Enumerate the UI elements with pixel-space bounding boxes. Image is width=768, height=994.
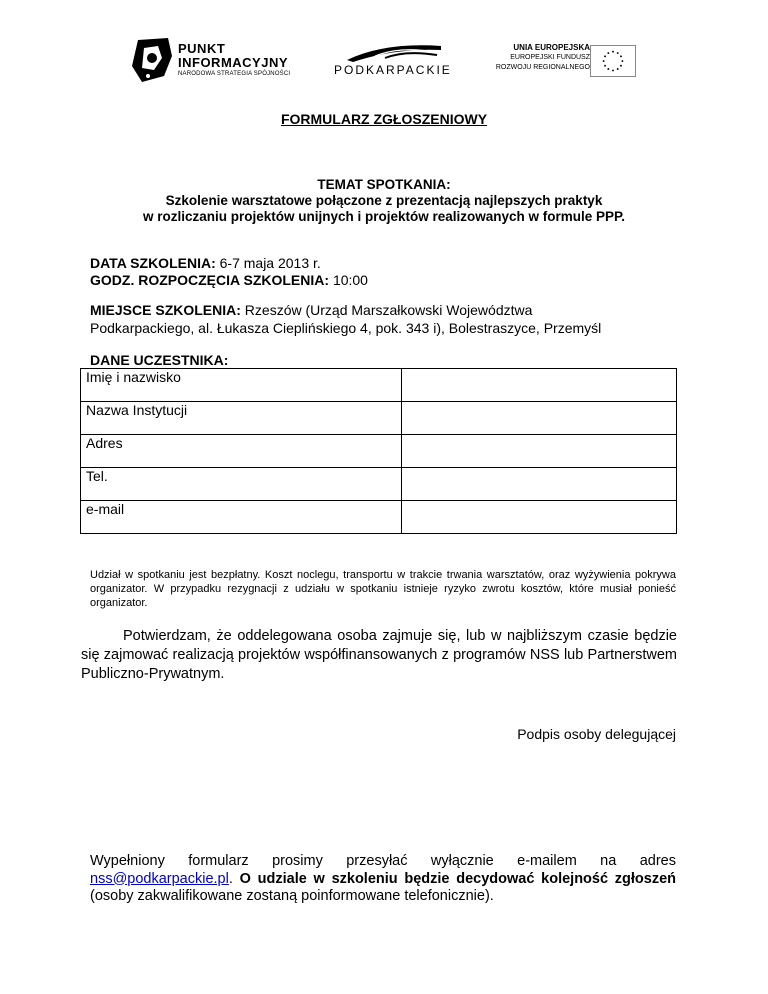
table-row: [81, 468, 677, 501]
final-dot: .: [228, 870, 233, 887]
podkarpackie-logo: [345, 40, 445, 62]
ue-line1: UNIA EUROPEJSKA: [513, 43, 590, 52]
field-label: Imię i nazwisko: [81, 369, 402, 402]
table-row: [81, 369, 677, 402]
date-label: DATA SZKOLENIA:: [90, 255, 216, 271]
final-instructions: [90, 853, 676, 906]
place-line1: [90, 302, 532, 319]
time-label: GODZ. ROZPOCZĘCIA SZKOLENIA:: [90, 272, 330, 288]
pi-line2: INFORMACYJNY: [178, 55, 289, 70]
final-bold: O udziale w szkoleniu będzie decydować kolejność zgłoszeń: [239, 870, 677, 887]
address-input[interactable]: [402, 435, 677, 468]
email-link[interactable]: nss@podkarpackie.pl: [90, 870, 229, 887]
topic-line2: w rozliczaniu projektów unijnych i projektów realizowanych w formule PPP.: [142, 209, 626, 224]
field-label: e-mail: [81, 501, 402, 534]
form-title: FORMULARZ ZGŁOSZENIOWY: [280, 111, 488, 127]
ue-line2: EUROPEJSKI FUNDUSZ: [510, 54, 590, 61]
confirmation-text: [81, 627, 677, 684]
name-input[interactable]: [402, 369, 677, 402]
confirmation-body: Potwierdzam, że oddelegowana osoba zajmuje się, lub w najbliższym czasie będzie się zajmować realizacją projektów współfinansowanych z programów NSS lub Partnerstwem Publiczno-Prywatnym.: [81, 628, 677, 682]
table-row: [81, 501, 677, 534]
topic-heading: TEMAT SPOTKANIA:: [317, 177, 451, 192]
table-row: [81, 435, 677, 468]
place-value2: Podkarpackiego, al. Łukasza Cieplińskiego 4, pok. 343 i), Bolestraszyce, Przemyśl: [90, 320, 602, 336]
time-line: [90, 272, 368, 289]
ue-line3: ROZWOJU REGIONALNEGO: [495, 64, 590, 71]
participant-table: [80, 368, 677, 534]
phone-input[interactable]: [402, 468, 677, 501]
email-input[interactable]: [402, 501, 677, 534]
time-value: 10:00: [332, 272, 368, 288]
podkarpackie-label: PODKARPACKIE: [334, 63, 452, 77]
participation-note: Udział w spotkaniu jest bezpłatny. Koszt noclegu, transportu w trakcie trwania warsztatów, oraz wyżywienia pokrywa organizator. W przypadku rezygnacji z udziału w spotkaniu istnieje ryzyko zwrotu kosztów, które musiał ponieść organizator.: [90, 569, 676, 609]
place-label: MIEJSCE SZKOLENIA:: [90, 302, 241, 318]
final-text2: (osoby zakwalifikowane zostaną poinformowane telefonicznie).: [90, 888, 494, 904]
date-value: 6-7 maja 2013 r.: [219, 255, 321, 271]
final-text1: Wypełniony formularz prosimy przesyłać wyłącznie e-mailem na adres: [90, 853, 676, 869]
signature-label: Podpis osoby delegującej: [517, 726, 676, 742]
place-value1: Rzeszów (Urząd Marszałkowski Województwa: [244, 302, 533, 318]
date-line: [90, 255, 321, 272]
pi-line3: NARODOWA STRATEGIA SPÓJNOŚCI: [178, 71, 291, 77]
punkt-informacyjny-logo: [128, 36, 174, 84]
ue-text: [490, 42, 590, 73]
field-label: Nazwa Instytucji: [81, 402, 402, 435]
field-label: Adres: [81, 435, 402, 468]
institution-input[interactable]: [402, 402, 677, 435]
table-row: [81, 402, 677, 435]
field-label: Tel.: [81, 468, 402, 501]
eu-flag-icon: [590, 45, 636, 77]
topic-line1: Szkolenie warsztatowe połączone z prezentacją najlepszych praktyk: [165, 193, 603, 208]
participant-heading: DANE UCZESTNIKA:: [90, 352, 229, 368]
pi-line1: PUNKT: [178, 41, 226, 56]
